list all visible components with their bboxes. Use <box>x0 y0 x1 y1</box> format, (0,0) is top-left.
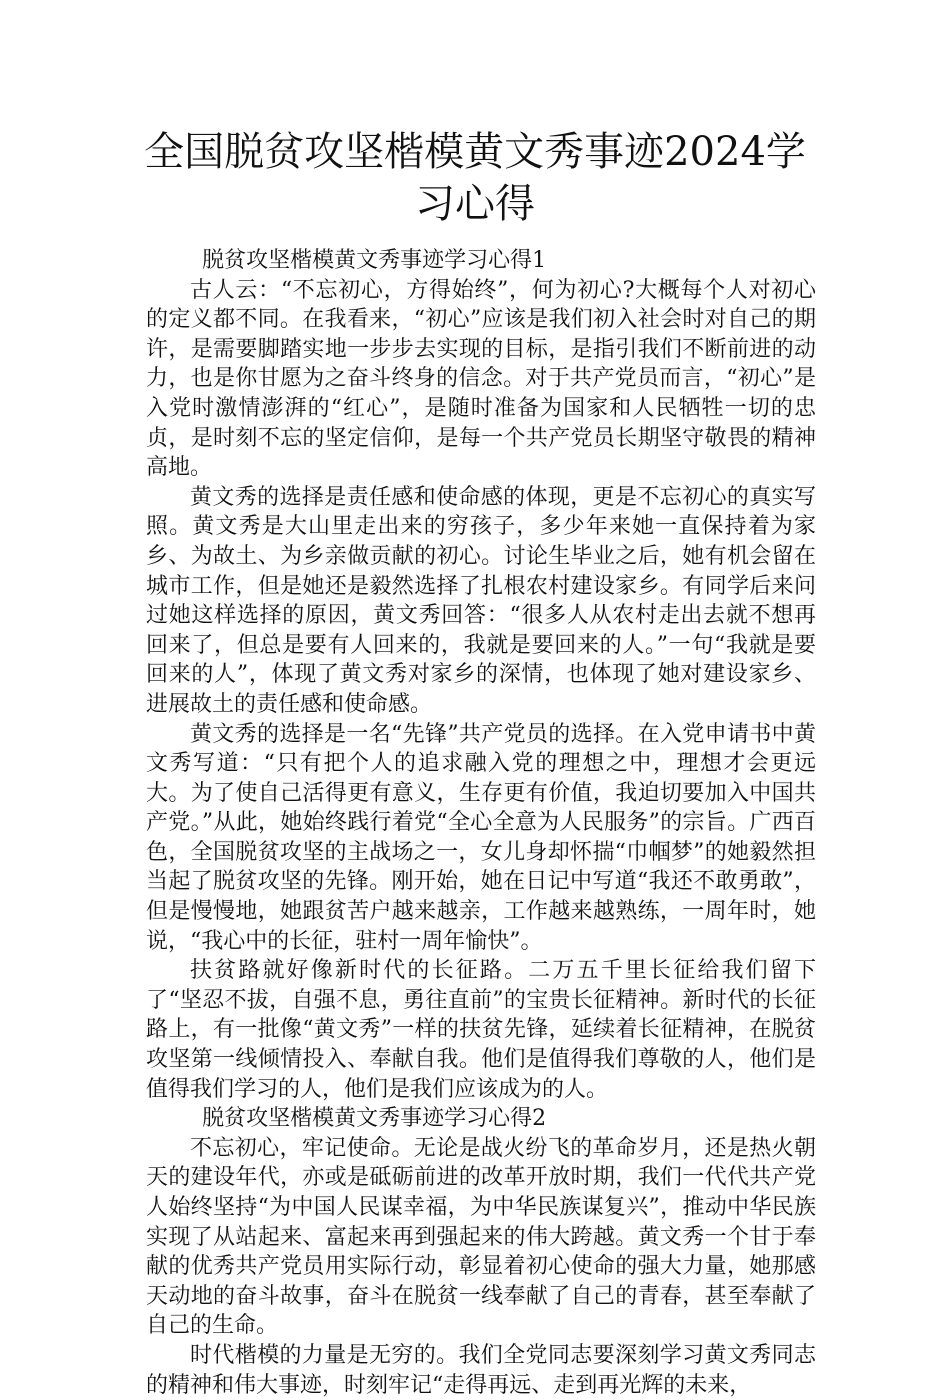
paragraph: 古人云：“不忘初心，方得始终”，何为初心?大概每个人对初心的定义都不同。在我看来，“初心”应该是我们初入社会时对自己的期许，是需要脚踏实地一步步去实现的目标，是指引我们不断前进的动力，也是你甘愿为之奋斗终身的信念。对于共产党员而言，“初心”是入党时激情澎湃的“红心”，是随时准备为国家和人民牺牲一切的忠贞，是时刻不忘的坚定信仰，是每一个共产党员长期坚守敬畏的精神高地。 <box>146 277 816 481</box>
document-title: 全国脱贫攻坚楷模黄文秀事迹2024学习心得 <box>144 129 806 227</box>
paragraph: 黄文秀的选择是责任感和使命感的体现，更是不忘初心的真实写照。黄文秀是大山里走出来的穷孩子，多少年来她一直保持着为家乡、为故土、为乡亲做贡献的初心。讨论生毕业之后，她有机会留在城市工作，但是她还是毅然选择了扎根农村建设家乡。有同学后来问过她这样选择的原因，黄文秀回答：“很多人从农村走出去就不想再回来了，但总是要有人回来的，我就是要回来的人。”一句“我就是要回来的人”，体现了黄文秀对家乡的深情，也体现了她对建设家乡、进展故土的责任感和使命感。 <box>146 484 816 717</box>
paragraph: 黄文秀的选择是一名“先锋”共产党员的选择。在入党申请书中黄文秀写道：“只有把个人的追求融入党的理想之中，理想才会更远大。为了使自己活得更有意义，生存更有价值，我迫切要加入中国共产党。”从此，她始终践行着党“全心全意为人民服务”的宗旨。广西百色，全国脱贫攻坚的主战场之一，女儿身却怀揣“巾帼梦”的她毅然担当起了脱贫攻坚的先锋。刚开始，她在日记中写道“我还不敢勇敢”，但是慢慢地，她跟贫苦户越来越亲，工作越来越熟练，一周年时，她说，“我心中的长征，驻村一周年愉快”。 <box>146 721 816 954</box>
section-heading-1: 脱贫攻坚楷模黄文秀事迹学习心得1 <box>202 248 547 273</box>
section-heading-2: 脱贫攻坚楷模黄文秀事迹学习心得2 <box>202 1106 547 1132</box>
document-body <box>146 246 816 1400</box>
paragraph: 时代楷模的力量是无穷的。我们全党同志要深刻学习黄文秀同志的精神和伟大事迹，时刻牢记“走得再远、走到再光辉的未来， <box>146 1342 816 1398</box>
paragraph: 不忘初心，牢记使命。无论是战火纷飞的革命岁月，还是热火朝天的建设年代，亦或是砥砺前进的改革开放时期，我们一代代共产党人始终坚持“为中国人民谋幸福，为中华民族谋复兴”，推动中华民族实现了从站起来、富起来再到强起来的伟大跨越。黄文秀一个甘于奉献的优秀共产党员用实际行动，彰显着初心使命的强大力量，她那感天动地的奋斗故事，奋斗在脱贫一线奉献了自己的青春，甚至奉献了自己的生命。 <box>146 1135 816 1339</box>
paragraph: 扶贫路就好像新时代的长征路。二万五千里长征给我们留下了“坚忍不拔，自强不息，勇往直前”的宝贵长征精神。新时代的长征路上，有一批像“黄文秀”一样的扶贫先锋，延续着长征精神，在脱贫攻坚第一线倾情投入、奉献自我。他们是值得我们尊敬的人，他们是值得我们学习的人，他们是我们应该成为的人。 <box>146 958 816 1102</box>
